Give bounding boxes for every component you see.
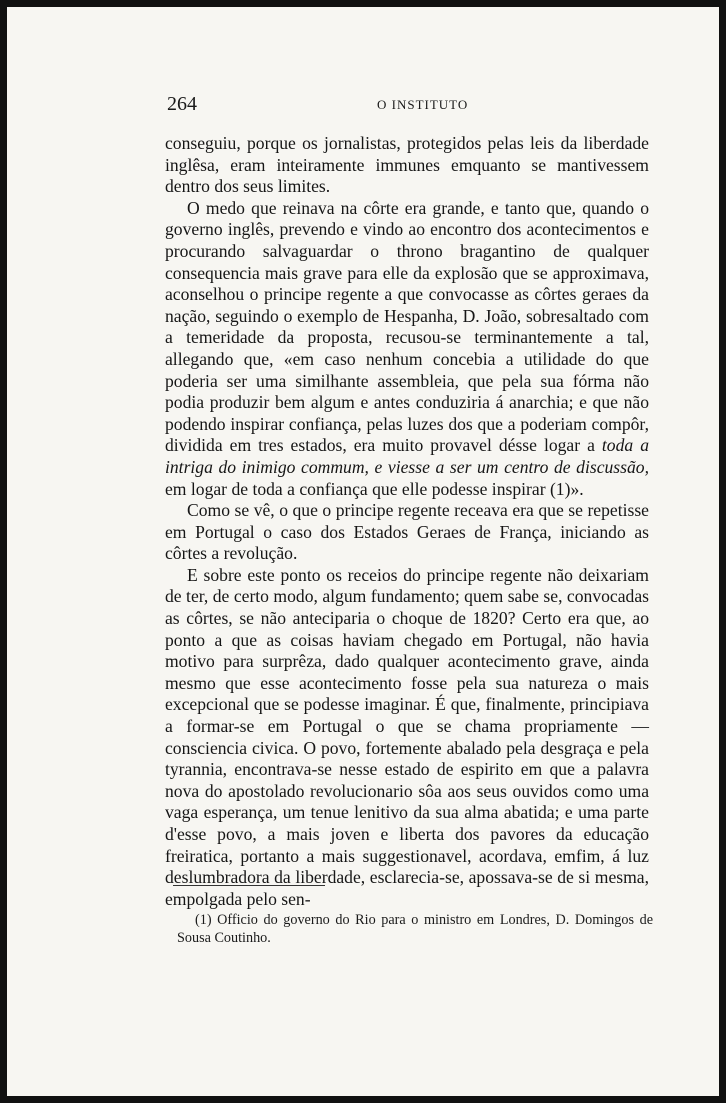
page-header: [167, 93, 655, 117]
paragraph-2: [165, 198, 649, 500]
footnote-divider: [173, 885, 325, 886]
page-number: 264: [167, 93, 197, 115]
footnote-marker: (1): [195, 912, 212, 928]
paragraph-2-text-a: O medo que reinava na côrte era grande, e tanto que, quando o governo inglês, prevendo e vindo ao encontro dos acontecimentos e procurando salvaguardar o throno bragantino de qualquer consequencia mais grave para elle da explosão que se approximava, aconselhou o principe regente a que convocasse as côrtes geraes da nação, seguindo o exemplo de Hespanha, D. João, sobresaltado com a temeridade da proposta, recusou-se terminantemente a tal, allegando que, «em caso nenhum concebia a utilidade do que poderia ser uma similhante assembleia, que pela sua fórma não podia produzir bem algum e antes conduziria á anarchia; e que não podendo inspirar confiança, pelas luzes dos que a poderiam compôr, dividida em tres estados, era muito provavel désse logar a: [165, 197, 649, 456]
paragraph-4: E sobre este ponto os receios do principe regente não deixariam de ter, de certo modo, algum fundamento; quem sabe se, convocadas as côrtes, se não anteciparia o choque de 1820? Certo era que, ao ponto a que as coisas haviam chegado em Portugal, não havia motivo para surprêza, dado qualquer acontecimento grave, ainda mesmo que esse acontecimento fosse pela sua natureza o mais excepcional que se podesse imaginar. É que, finalmente, principiava a formar-se em Portugal o que se chama propriamente — consciencia civica. O povo, fortemente abalado pela desgraça e pela tyrannia, encontrava-se nesse estado de espirito em que a palavra nova do apostolado revolucionario sôa aos seus ouvidos como uma vaga esperança, um tenue lenitivo da sua alma abatida; e uma parte d'esse povo, a mais joven e liberta dos pavores da educação freiratica, portanto a mais suggestionavel, acordava, emfim, á luz deslumbradora da liberdade, esclarecia-se, apossava-se de si mesma, empolgada pelo sen-: [165, 564, 649, 909]
footnote: [177, 911, 653, 947]
book-page: [7, 7, 719, 1096]
paragraph-2-quote-italic: toda a intriga do inimigo commum, e viesse a ser um centro de discussão,: [165, 435, 649, 477]
paragraph-1: conseguiu, porque os jornalistas, protegidos pelas leis da liberdade inglêsa, eram inteiramente immunes emquanto se mantivessem dentro dos seus limites.: [165, 133, 649, 197]
body-text: [165, 133, 649, 910]
running-title: O INSTITUTO: [377, 97, 469, 112]
footnote-text: Officio do governo do Rio para o ministro em Londres, D. Domingos de Sousa Coutinho.: [177, 912, 653, 946]
paragraph-3: Como se vê, o que o principe regente receava era que se repetisse em Portugal o caso dos Estados Geraes de França, iniciando as côrtes a revolução.: [165, 500, 649, 564]
paragraph-2-text-c: em logar de toda a confiança que elle podesse inspirar (1)».: [165, 478, 584, 499]
